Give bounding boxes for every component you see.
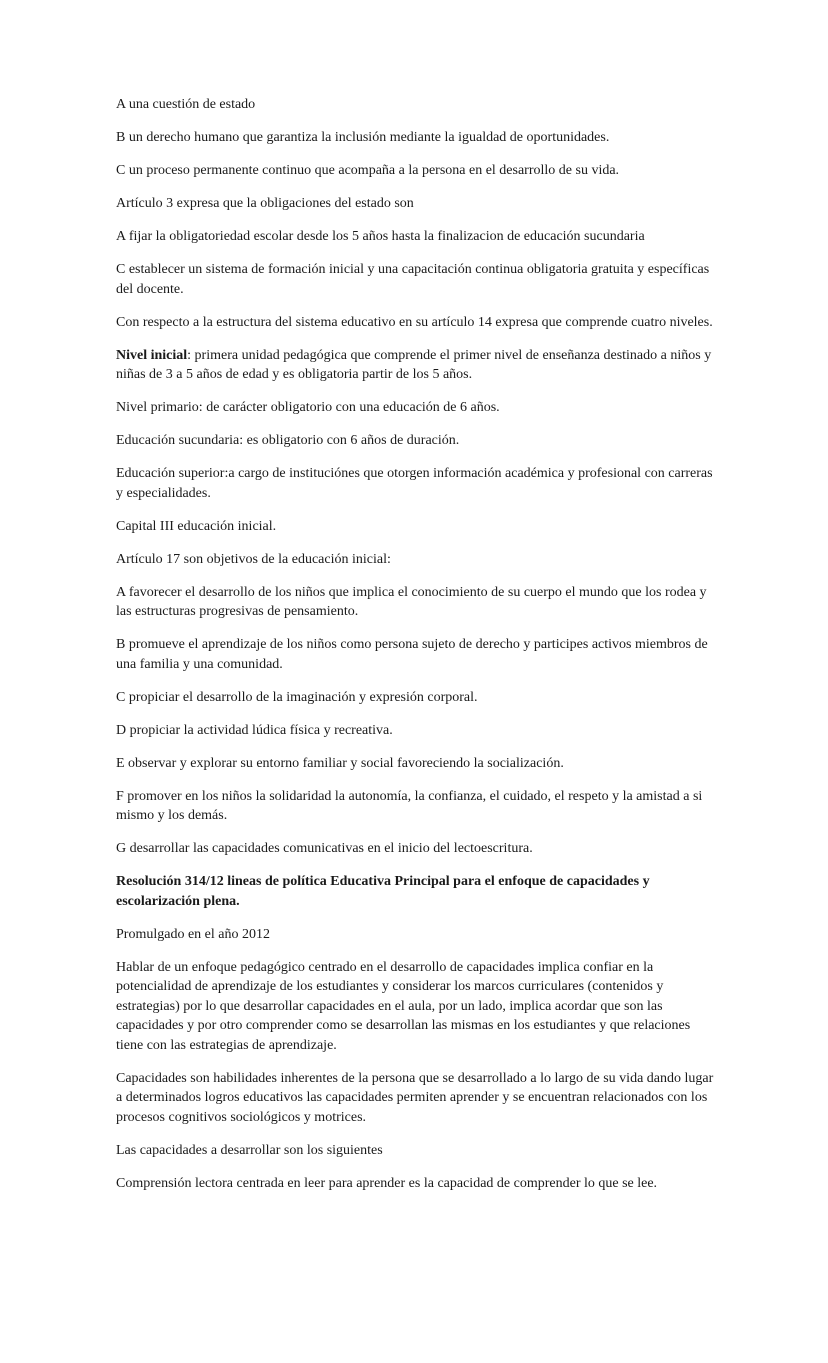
paragraph-objetivo-d: D propiciar la actividad lúdica física y recreativa.: [116, 722, 393, 738]
paragraph-nivel-inicial: [116, 346, 716, 385]
paragraph-obligacion-c: C establecer un sistema de formación inicial y una capacitación continua obligatoria gratuita y específicas del docente.: [116, 262, 710, 297]
nivel-inicial-text: : primera unidad pedagógica que comprende el primer nivel de enseñanza destinado a niños y niñas de 3 a 5 años de edad y es obligatoria partir de los 5 años.: [116, 347, 712, 382]
paragraph-objetivo-c: C propiciar el desarrollo de la imaginación y expresión corporal.: [116, 689, 478, 705]
paragraph-capacidades-lista: Las capacidades a desarrollar son los siguientes: [116, 1142, 383, 1158]
document-body: [116, 95, 716, 1207]
paragraph-objetivo-g: G desarrollar las capacidades comunicativas en el inicio del lectoescritura.: [116, 841, 533, 856]
paragraph-option-b: B un derecho humano que garantiza la inclusión mediante la igualdad de oportunidades.: [116, 130, 610, 145]
paragraph-enfoque-capacidades: Hablar de un enfoque pedagógico centrado en el desarrollo de capacidades implica confiar en la potencialidad de aprendizaje de los estudiantes y considerar los marcos curriculares (contenidos y estrategias) por lo que desarrollar capacidades en el aula, por un lado, implica acordar que son las capacidades y por otro comprender como se desarrollan las mismas en los estudiantes y que relaciones tiene con las estrategias de aprendizaje.: [116, 959, 691, 1053]
paragraph-objetivo-a: A favorecer el desarrollo de los niños que implica el conocimiento de su cuerpo el mundo que los rodea y las estructuras progresivas de pensamiento.: [116, 584, 707, 619]
paragraph-educacion-secundaria: Educación sucundaria: es obligatorio con 6 años de duración.: [116, 433, 460, 448]
paragraph-promulgado: Promulgado en el año 2012: [116, 926, 270, 942]
paragraph-objetivo-b: B promueve el aprendizaje de los niños como persona sujeto de derecho y participes activos miembros de una familia y una comunidad.: [116, 637, 708, 672]
paragraph-articulo-17: Artículo 17 son objetivos de la educación inicial:: [116, 551, 391, 567]
paragraph-educacion-superior: Educación superior:a cargo de instituciónes que otorgen información académica y profesional con carreras y especialidades.: [116, 466, 713, 501]
resolucion-heading: Resolución 314/12 lineas de política Educativa Principal para el enfoque de capacidades y escolarización plena.: [116, 874, 650, 909]
paragraph-objetivo-f: F promover en los niños la solidaridad la autonomía, la confianza, el cuidado, el respeto y la amistad a si mismo y los demás.: [116, 788, 703, 823]
paragraph-articulo-14: Con respecto a la estructura del sistema educativo en su artículo 14 expresa que comprende cuatro niveles.: [116, 314, 713, 330]
paragraph-capital-iii: Capital III educación inicial.: [116, 518, 277, 534]
nivel-inicial-term: Nivel inicial: [116, 347, 188, 363]
paragraph-obligacion-a: A fijar la obligatoriedad escolar desde los 5 años hasta la finalizacion de educación sucundaria: [116, 229, 645, 244]
paragraph-definicion-capacidades: Capacidades son habilidades inherentes de la persona que se desarrollado a lo largo de su vida dando lugar a determinados logros educativos las capacidades permiten aprender y se encuentran relacionados con los procesos cognitivos sociológicos y motrices.: [116, 1070, 714, 1125]
paragraph-option-a: A una cuestión de estado: [116, 97, 256, 112]
paragraph-nivel-primario: Nivel primario: de carácter obligatorio con una educación de 6 años.: [116, 400, 500, 415]
paragraph-option-c: C un proceso permanente continuo que acompaña a la persona en el desarrollo de su vida.: [116, 163, 620, 178]
paragraph-comprension-lectora: Comprensión lectora centrada en leer para aprender es la capacidad de comprender lo que se lee.: [116, 1175, 658, 1191]
paragraph-objetivo-e: E observar y explorar su entorno familiar y social favoreciendo la socialización.: [116, 755, 564, 771]
paragraph-articulo-3: Artículo 3 expresa que la obligaciones del estado son: [116, 196, 414, 211]
